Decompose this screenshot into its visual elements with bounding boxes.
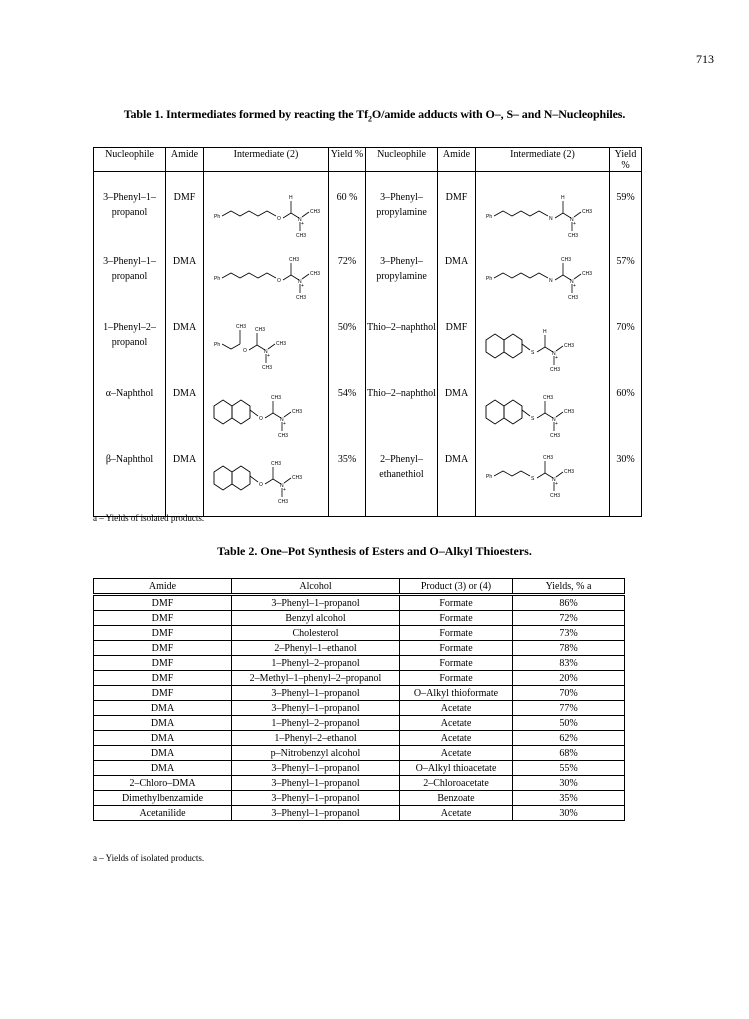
- svg-text:CH3: CH3: [271, 395, 282, 401]
- svg-text:Ph: Ph: [486, 474, 493, 480]
- intermediate-cell: [204, 318, 329, 384]
- table-row: [94, 252, 642, 318]
- amide-cell: DMA: [166, 384, 204, 450]
- table-row: [94, 626, 625, 641]
- nucleophile-cell: 3–Phenyl–1–propanol: [94, 172, 166, 253]
- yield-cell: 57%: [610, 252, 642, 318]
- table1-footnote: a – Yields of isolated products.: [93, 513, 205, 523]
- col-header: Amide: [94, 579, 232, 595]
- svg-text:O: O: [277, 278, 281, 284]
- table-cell: 2–Methyl–1–phenyl–2–propanol: [232, 671, 400, 686]
- table-row: [94, 746, 625, 761]
- svg-text:H: H: [543, 329, 547, 335]
- svg-text:+: +: [283, 421, 286, 427]
- svg-text:+: +: [555, 355, 558, 361]
- table-row: [94, 611, 625, 626]
- structure-diagram: [476, 384, 610, 446]
- table-cell: 1–Phenyl–2–ethanol: [232, 731, 400, 746]
- table-cell: p–Nitrobenzyl alcohol: [232, 746, 400, 761]
- svg-text:CH3: CH3: [292, 475, 303, 481]
- table1: [93, 147, 642, 517]
- svg-text:N: N: [280, 483, 284, 489]
- nucleophile-cell: Thio–2–naphthol: [366, 318, 438, 384]
- intermediate-cell: [204, 252, 329, 318]
- table-cell: Acetate: [400, 716, 513, 731]
- table-row: [94, 384, 642, 450]
- yield-cell: 70%: [610, 318, 642, 384]
- svg-text:CH3: CH3: [564, 343, 575, 349]
- table-cell: DMF: [94, 686, 232, 701]
- table-cell: 3–Phenyl–1–propanol: [232, 806, 400, 821]
- svg-text:CH3: CH3: [543, 455, 554, 461]
- table-cell: Acetate: [400, 731, 513, 746]
- table-cell: DMF: [94, 656, 232, 671]
- col-header: Alcohol: [232, 579, 400, 595]
- table-row: [94, 686, 625, 701]
- col-header: Nucleophile: [94, 148, 166, 172]
- col-header: Yield %: [610, 148, 642, 172]
- table-cell: DMF: [94, 595, 232, 611]
- structure-diagram: [476, 318, 610, 380]
- table-cell: DMF: [94, 611, 232, 626]
- intermediate-cell: [476, 384, 610, 450]
- svg-text:+: +: [283, 487, 286, 493]
- svg-text:S: S: [531, 350, 535, 356]
- amide-cell: DMF: [438, 172, 476, 253]
- nucleophile-cell: β–Naphthol: [94, 450, 166, 517]
- svg-text:CH3: CH3: [582, 209, 593, 215]
- table2: [93, 578, 625, 821]
- amide-cell: DMA: [166, 318, 204, 384]
- svg-text:CH3: CH3: [296, 233, 307, 239]
- structure-diagram: [476, 252, 610, 314]
- structure-diagram: [476, 450, 610, 512]
- table-cell: 30%: [513, 776, 625, 791]
- svg-text:CH3: CH3: [550, 493, 561, 499]
- table-cell: 3–Phenyl–1–propanol: [232, 761, 400, 776]
- yield-cell: 60%: [610, 384, 642, 450]
- table-cell: DMF: [94, 626, 232, 641]
- svg-text:O: O: [259, 482, 263, 488]
- svg-text:CH3: CH3: [568, 295, 579, 301]
- table-cell: 86%: [513, 595, 625, 611]
- svg-text:S: S: [531, 416, 535, 422]
- table-cell: 2–Chloro–DMA: [94, 776, 232, 791]
- table-cell: 20%: [513, 671, 625, 686]
- svg-text:CH3: CH3: [310, 209, 321, 215]
- yield-cell: 50%: [329, 318, 366, 384]
- nucleophile-cell: 3–Phenyl–propylamine: [366, 252, 438, 318]
- table-row: [94, 731, 625, 746]
- svg-text:Ph: Ph: [486, 276, 493, 282]
- svg-text:CH3: CH3: [564, 469, 575, 475]
- table-cell: 83%: [513, 656, 625, 671]
- table-cell: DMA: [94, 746, 232, 761]
- table-cell: DMF: [94, 641, 232, 656]
- amide-cell: DMA: [166, 252, 204, 318]
- table-cell: Cholesterol: [232, 626, 400, 641]
- table-cell: O–Alkyl thioformate: [400, 686, 513, 701]
- structure-diagram: [204, 190, 329, 252]
- svg-text:CH3: CH3: [262, 365, 273, 371]
- table-row: [94, 656, 625, 671]
- table-cell: Dimethylbenzamide: [94, 791, 232, 806]
- nucleophile-cell: 3–Phenyl–1–propanol: [94, 252, 166, 318]
- svg-text:N: N: [264, 349, 268, 355]
- structure-diagram: [204, 252, 329, 314]
- table-row: [94, 450, 642, 517]
- svg-text:N: N: [280, 417, 284, 423]
- svg-text:CH3: CH3: [271, 461, 282, 467]
- amide-cell: DMF: [166, 172, 204, 253]
- table1-title: Table 1. Intermediates formed by reacting the $Tf_2O$/amide adducts with O–, S– and N–Nucleophiles.: [123, 107, 626, 124]
- svg-text:+: +: [301, 283, 304, 289]
- table-cell: 3–Phenyl–1–propanol: [232, 701, 400, 716]
- intermediate-cell: [204, 172, 329, 253]
- table2-header-row: [94, 579, 625, 595]
- col-header: Yield %: [329, 148, 366, 172]
- amide-cell: DMA: [438, 252, 476, 318]
- table2-footnote: a – Yields of isolated products.: [93, 853, 205, 863]
- svg-text:O: O: [243, 348, 247, 354]
- table-cell: 3–Phenyl–1–propanol: [232, 686, 400, 701]
- table-cell: DMA: [94, 761, 232, 776]
- table-cell: DMA: [94, 701, 232, 716]
- structure-diagram: [204, 384, 329, 446]
- svg-text:CH3: CH3: [236, 324, 247, 330]
- table-row: [94, 776, 625, 791]
- svg-text:N: N: [298, 279, 302, 285]
- table-row: [94, 595, 625, 611]
- svg-text:+: +: [301, 221, 304, 227]
- nucleophile-cell: α–Naphthol: [94, 384, 166, 450]
- table-cell: 50%: [513, 716, 625, 731]
- svg-text:+: +: [573, 283, 576, 289]
- svg-text:N: N: [298, 217, 302, 223]
- table-cell: 73%: [513, 626, 625, 641]
- table-cell: Formate: [400, 671, 513, 686]
- table-cell: Formate: [400, 595, 513, 611]
- svg-text:CH3: CH3: [296, 295, 307, 301]
- svg-text:CH3: CH3: [550, 367, 561, 373]
- table-cell: 30%: [513, 806, 625, 821]
- svg-text:N: N: [570, 217, 574, 223]
- table2-title: Table 2. One–Pot Synthesis of Esters and O–Alkyl Thioesters.: [217, 544, 532, 558]
- col-header: Product (3) or (4): [400, 579, 513, 595]
- svg-text:CH3: CH3: [550, 433, 561, 439]
- structure-diagram: [204, 450, 329, 512]
- table-row: [94, 172, 642, 253]
- table-cell: Formate: [400, 611, 513, 626]
- table-cell: 1–Phenyl–2–propanol: [232, 716, 400, 731]
- svg-text:CH3: CH3: [289, 257, 300, 263]
- amide-cell: DMA: [166, 450, 204, 517]
- svg-text:CH3: CH3: [278, 433, 289, 439]
- structure-diagram: [476, 190, 610, 252]
- svg-text:N: N: [549, 278, 553, 284]
- nucleophile-cell: 1–Phenyl–2–propanol: [94, 318, 166, 384]
- page-number: 713: [696, 52, 714, 66]
- svg-text:CH3: CH3: [543, 395, 554, 401]
- table-cell: 3–Phenyl–1–propanol: [232, 791, 400, 806]
- table-cell: DMA: [94, 731, 232, 746]
- svg-text:N: N: [549, 216, 553, 222]
- svg-text:CH3: CH3: [278, 499, 289, 505]
- svg-text:S: S: [531, 476, 535, 482]
- table1-header-row: [94, 148, 642, 172]
- intermediate-cell: [476, 252, 610, 318]
- svg-text:Ph: Ph: [214, 342, 221, 348]
- svg-text:CH3: CH3: [276, 341, 287, 347]
- svg-text:Ph: Ph: [214, 214, 221, 220]
- table-cell: 55%: [513, 761, 625, 776]
- svg-text:H: H: [289, 195, 293, 201]
- table-row: [94, 806, 625, 821]
- svg-text:O: O: [277, 216, 281, 222]
- table-cell: Acetate: [400, 806, 513, 821]
- svg-text:CH3: CH3: [310, 271, 321, 277]
- table-cell: 72%: [513, 611, 625, 626]
- table-row: [94, 701, 625, 716]
- table-cell: 68%: [513, 746, 625, 761]
- svg-text:Ph: Ph: [486, 214, 493, 220]
- table-row: [94, 716, 625, 731]
- table-cell: Acetate: [400, 746, 513, 761]
- nucleophile-cell: 3–Phenyl–propylamine: [366, 172, 438, 253]
- svg-text:+: +: [573, 221, 576, 227]
- table-cell: DMF: [94, 671, 232, 686]
- table-cell: 77%: [513, 701, 625, 716]
- svg-text:N: N: [552, 351, 556, 357]
- col-header: Nucleophile: [366, 148, 438, 172]
- intermediate-cell: [476, 172, 610, 253]
- table-cell: Formate: [400, 656, 513, 671]
- structure-diagram: [204, 318, 329, 380]
- table-cell: 78%: [513, 641, 625, 656]
- intermediate-cell: [476, 318, 610, 384]
- table-cell: 62%: [513, 731, 625, 746]
- svg-text:CH3: CH3: [582, 271, 593, 277]
- svg-text:CH3: CH3: [561, 257, 572, 263]
- table-cell: Benzoate: [400, 791, 513, 806]
- svg-text:+: +: [555, 421, 558, 427]
- svg-text:N: N: [570, 279, 574, 285]
- table-cell: Acetate: [400, 701, 513, 716]
- svg-text:+: +: [555, 481, 558, 487]
- yield-cell: 60 %: [329, 172, 366, 253]
- table-cell: 35%: [513, 791, 625, 806]
- col-header: Intermediate (2): [204, 148, 329, 172]
- nucleophile-cell: 2–Phenyl–ethanethiol: [366, 450, 438, 517]
- amide-cell: DMF: [438, 318, 476, 384]
- intermediate-cell: [204, 450, 329, 517]
- svg-text:CH3: CH3: [568, 233, 579, 239]
- table-cell: DMA: [94, 716, 232, 731]
- yield-cell: 30%: [610, 450, 642, 517]
- table-cell: 70%: [513, 686, 625, 701]
- table-cell: Benzyl alcohol: [232, 611, 400, 626]
- col-header: Amide: [438, 148, 476, 172]
- col-header: Yields, % a: [513, 579, 625, 595]
- table-row: [94, 761, 625, 776]
- svg-text:Ph: Ph: [214, 276, 221, 282]
- table-cell: 3–Phenyl–1–propanol: [232, 776, 400, 791]
- amide-cell: DMA: [438, 450, 476, 517]
- table-row: [94, 671, 625, 686]
- svg-text:O: O: [259, 416, 263, 422]
- svg-text:CH3: CH3: [255, 327, 266, 333]
- amide-cell: DMA: [438, 384, 476, 450]
- yield-cell: 59%: [610, 172, 642, 253]
- table-cell: O–Alkyl thioacetate: [400, 761, 513, 776]
- table-cell: 3–Phenyl–1–propanol: [232, 595, 400, 611]
- svg-text:CH3: CH3: [564, 409, 575, 415]
- svg-text:CH3: CH3: [292, 409, 303, 415]
- nucleophile-cell: Thio–2–naphthol: [366, 384, 438, 450]
- table-cell: Formate: [400, 626, 513, 641]
- svg-text:N: N: [552, 417, 556, 423]
- table-cell: Acetanilide: [94, 806, 232, 821]
- col-header: Intermediate (2): [476, 148, 610, 172]
- table-cell: 1–Phenyl–2–propanol: [232, 656, 400, 671]
- table-cell: 2–Phenyl–1–ethanol: [232, 641, 400, 656]
- svg-text:N: N: [552, 477, 556, 483]
- table-row: [94, 641, 625, 656]
- yield-cell: 54%: [329, 384, 366, 450]
- svg-text:H: H: [561, 195, 565, 201]
- table-cell: 2–Chloroacetate: [400, 776, 513, 791]
- svg-text:+: +: [267, 353, 270, 359]
- intermediate-cell: [204, 384, 329, 450]
- table-row: [94, 318, 642, 384]
- table-cell: Formate: [400, 641, 513, 656]
- intermediate-cell: [476, 450, 610, 517]
- yield-cell: 72%: [329, 252, 366, 318]
- table-row: [94, 791, 625, 806]
- col-header: Amide: [166, 148, 204, 172]
- yield-cell: 35%: [329, 450, 366, 517]
